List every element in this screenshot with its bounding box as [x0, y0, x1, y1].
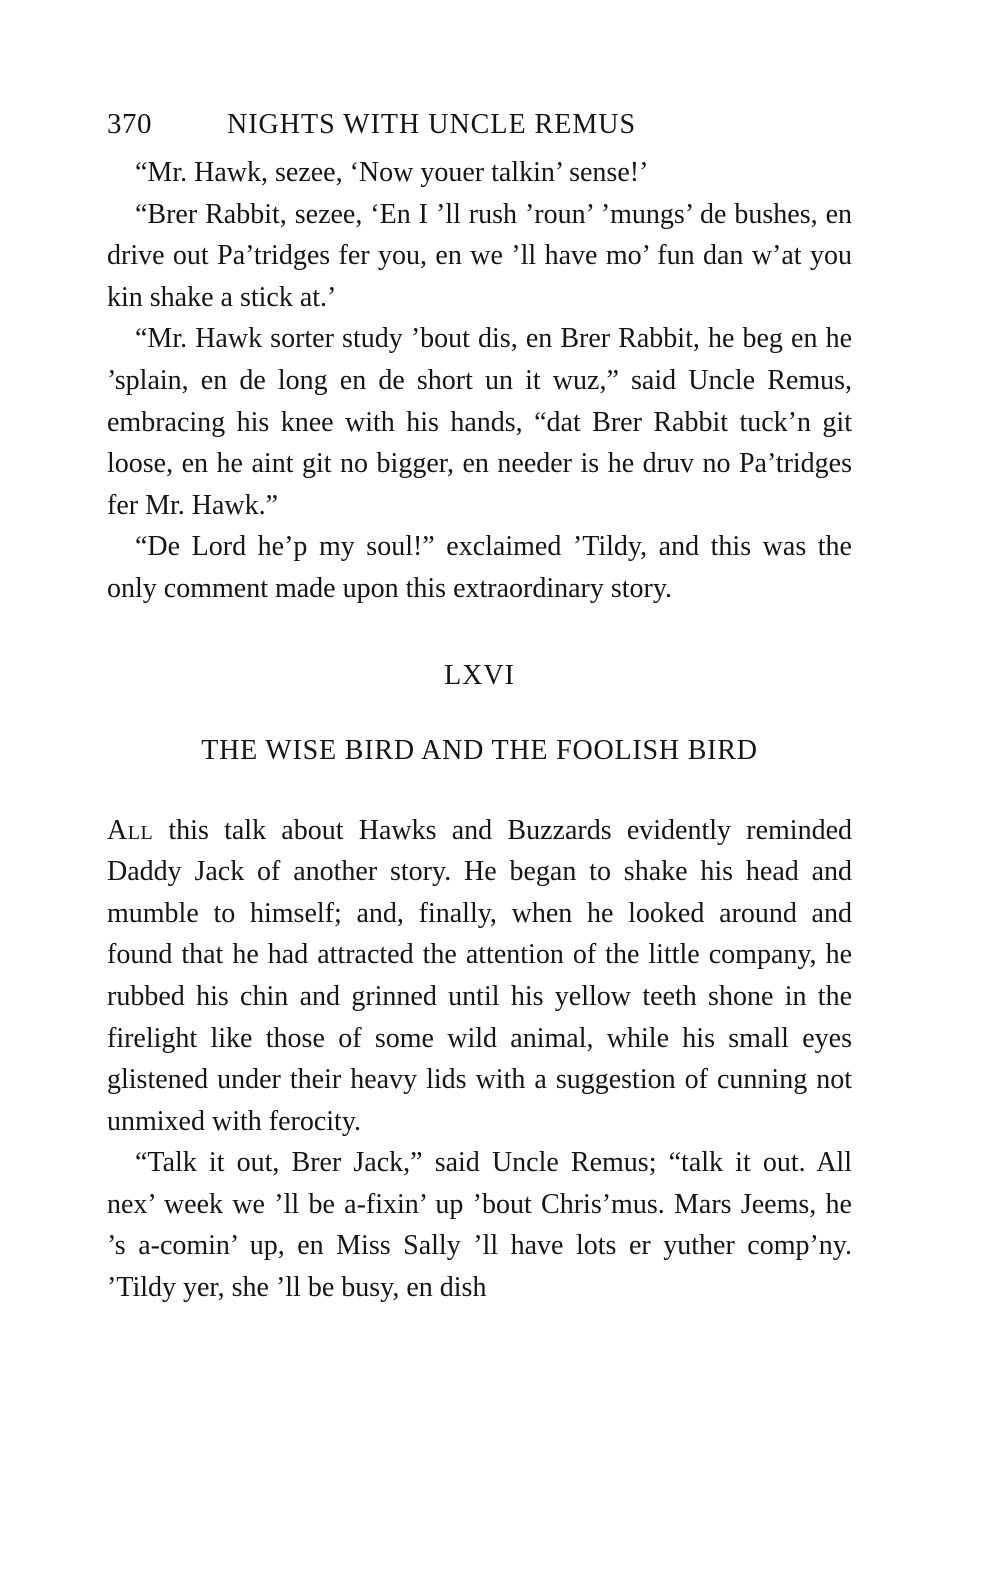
chapter-first-paragraph-text: this talk about Hawks and Buzzards evidently reminded Daddy Jack of another story. He began to shake his head and mumble to himself; and, finally, when he looked around and found that he had attracted the attention of the little company, he rubbed his chin and grinned until his yellow teeth shone in the firelight like those of some wild animal, while his small eyes glistened under their heavy lids with a suggestion of cunning not unmixed with ferocity. — [107, 814, 852, 1137]
paragraph: “Brer Rabbit, sezee, ‘En I ’ll rush ’roun’ ’mungs’ de bushes, en drive out Pa’tridges fer you, en we ’ll have mo’ fun dan w’at you kin shake a stick at.’ — [107, 198, 852, 313]
chapter-title: THE WISE BIRD AND THE FOOLISH BIRD — [201, 734, 758, 766]
chapter-first-word: All — [107, 814, 154, 846]
running-head — [107, 108, 852, 152]
page-number: 370 — [107, 108, 152, 140]
chapter-first-paragraph — [107, 810, 852, 1143]
chapter-number: LXVI — [444, 659, 515, 691]
book-page — [107, 108, 852, 1309]
opening-text — [107, 152, 852, 610]
chapter-text — [107, 810, 852, 1309]
book-title: NIGHTS WITH UNCLE REMUS — [227, 109, 637, 140]
paragraph: “Mr. Hawk sorter study ’bout dis, en Brer Rabbit, he beg en he ’splain, en de long en de short un it wuz,” said Uncle Remus, embracing his knee with his hands, “dat Brer Rabbit tuck’n git loose, en he aint git no bigger, en needer is he druv no Pa’tridges fer Mr. Hawk.” — [107, 323, 852, 521]
paragraph: “Mr. Hawk, sezee, ‘Now youer talkin’ sense!’ — [135, 157, 649, 188]
paragraph: “Talk it out, Brer Jack,” said Uncle Remus; “talk it out. All nex’ week we ’ll be a-fixin’ up ’bout Chris’mus. Mars Jeems, he ’s a-comin’ up, en Miss Sally ’ll have lots er yuther comp’ny. ’Tildy yer, she ’ll be busy, en dish — [107, 1147, 852, 1304]
paragraph: “De Lord he’p my soul!” exclaimed ’Tildy, and this was the only comment made upon this extraordinary story. — [107, 531, 852, 604]
